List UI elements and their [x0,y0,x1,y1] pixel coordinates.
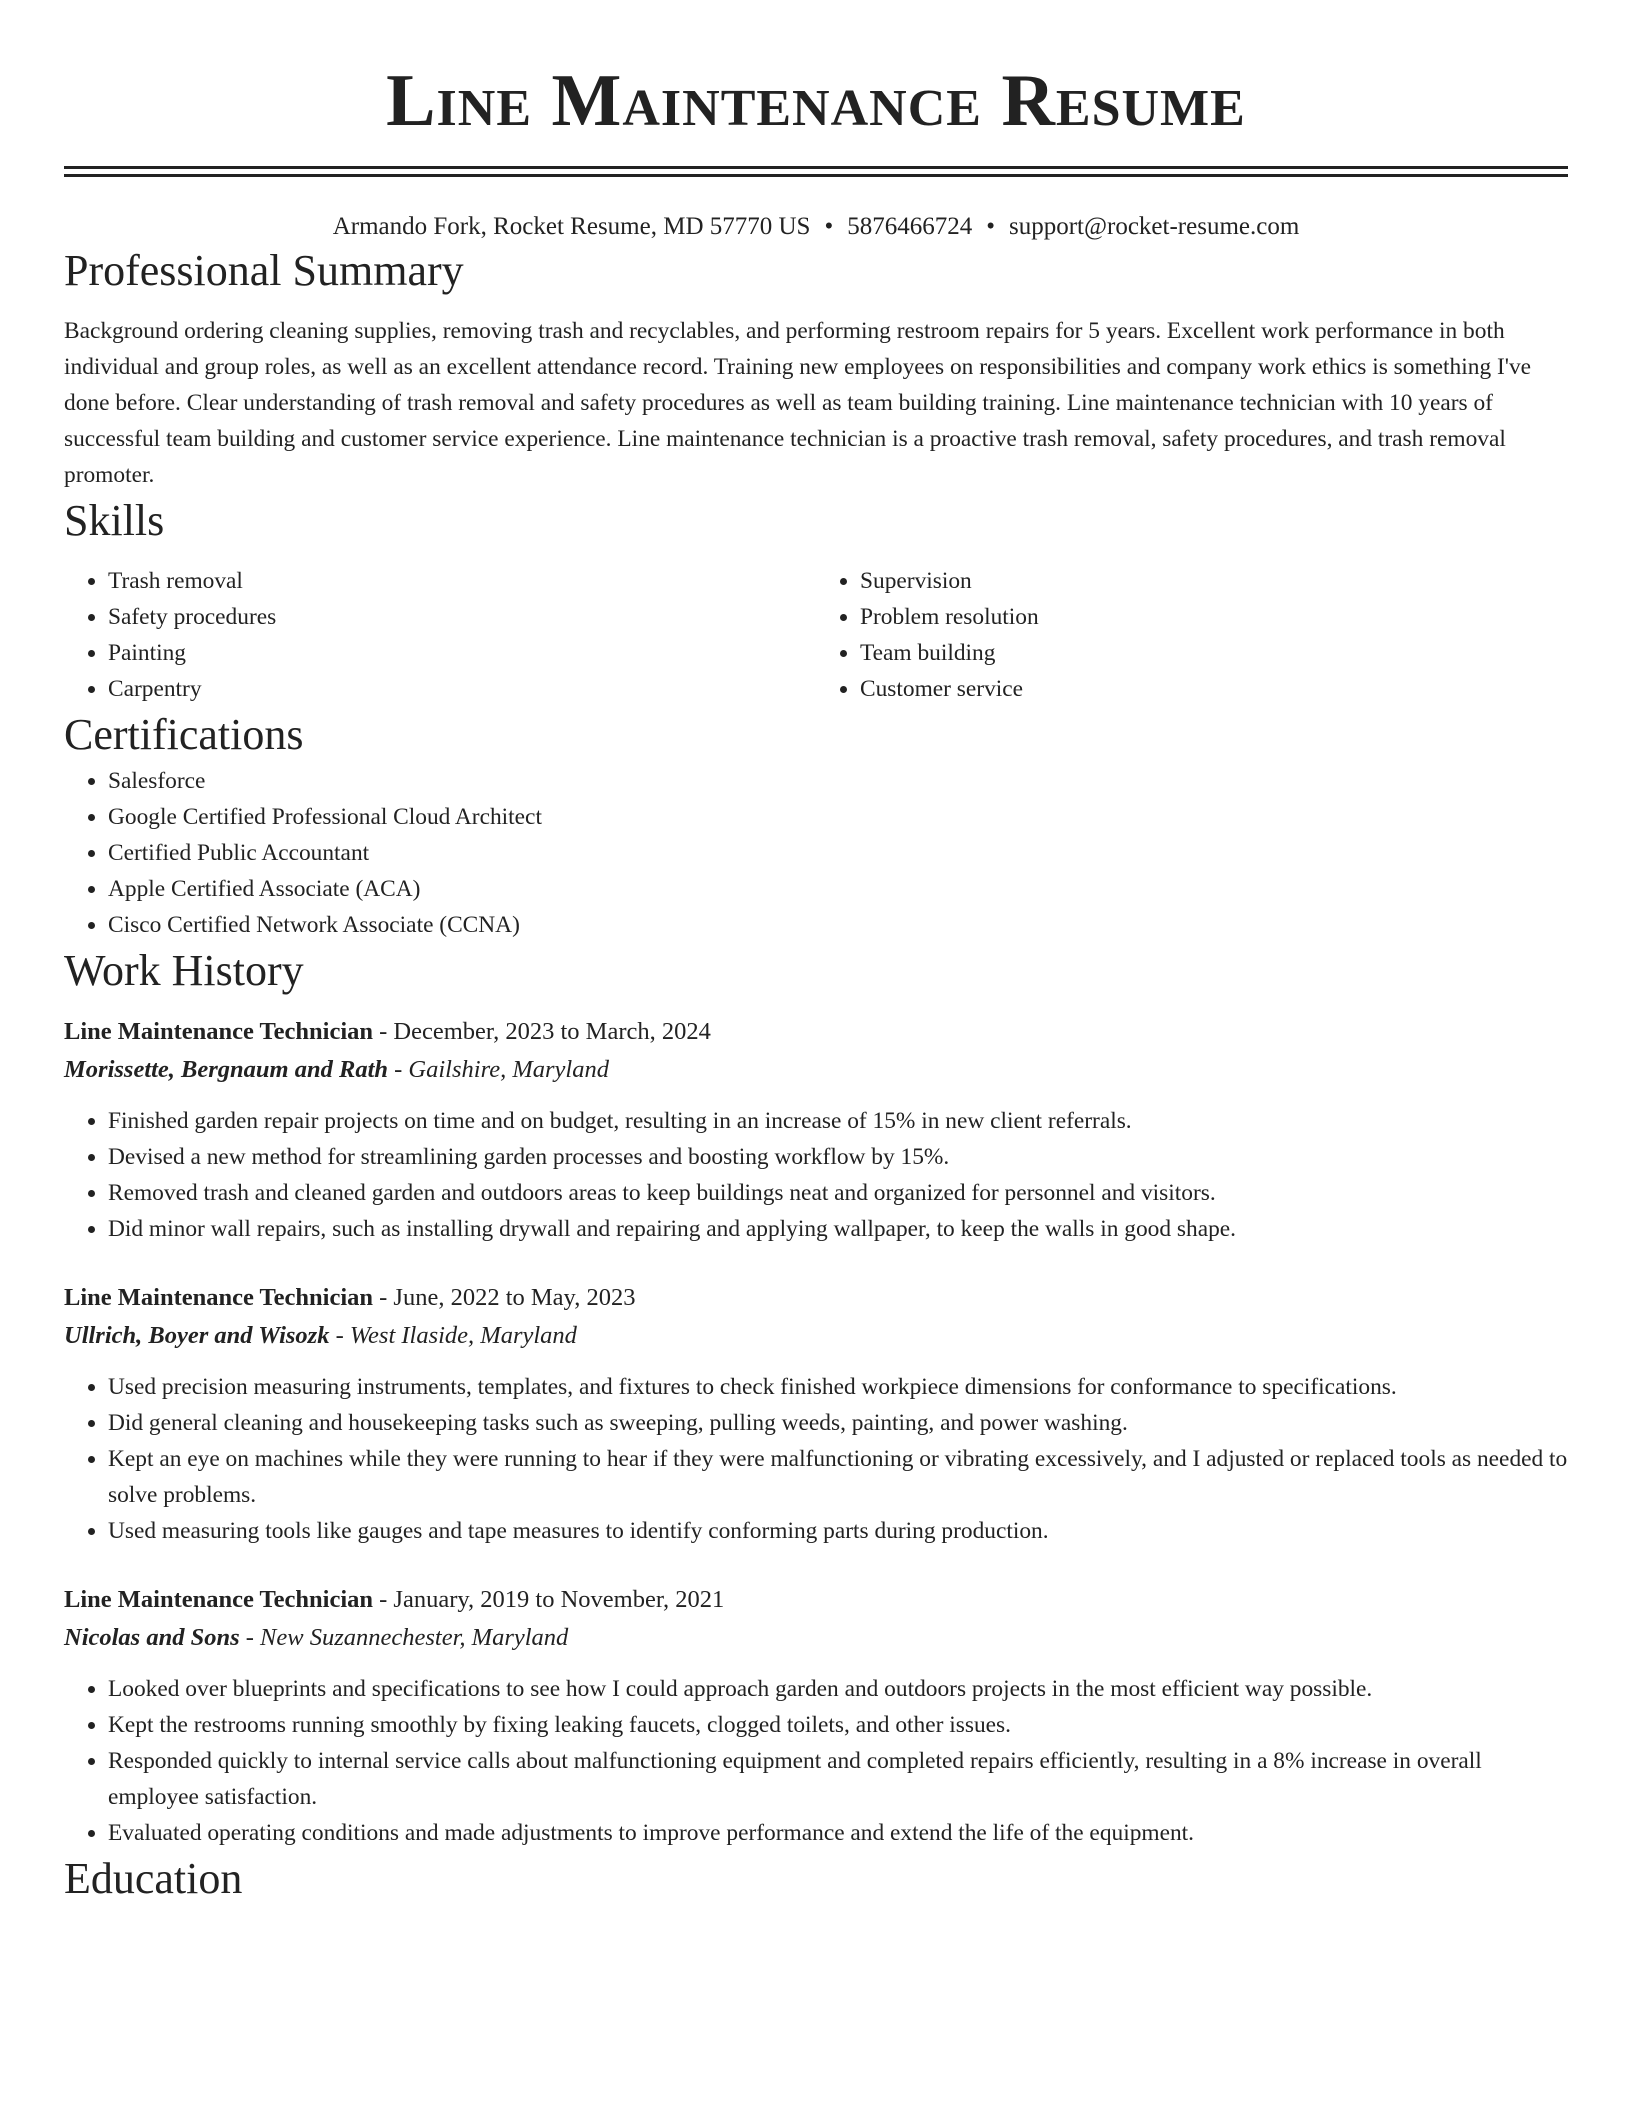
job-bullet: • Evaluated operating conditions and made adjustments to improve performance and extend the life of the equipment. [108,1815,1568,1851]
job-company: Ullrich, Boyer and Wisozk [64,1322,330,1349]
job-entry [64,1581,1568,1851]
job-dates: - December, 2023 to March, 2024 [373,1018,711,1045]
skill-item: • Trash removal [108,563,816,599]
education-heading: Education [64,1854,243,1903]
skill-item: • Painting [108,635,816,671]
certification-item: • Certified Public Accountant [108,835,1568,871]
job-company-line [64,1051,1568,1089]
certification-item: • Salesforce [108,763,1568,799]
job-bullet: • Did minor wall repairs, such as installing drywall and repairing and applying wallpaper, to keep the walls in good shape. [108,1211,1568,1247]
job-bullet: • Looked over blueprints and specifications to see how I could approach garden and outdoors projects in the most efficient way possible. [108,1671,1568,1707]
work-history-heading: Work History [64,946,304,995]
title-divider [64,166,1568,177]
resume-title: Line Maintenance Resume [386,60,1246,142]
skill-item: • Team building [860,635,1568,671]
skills-column-left [64,563,816,707]
certifications-heading: Certifications [64,710,304,759]
job-location: - New Suzannechester, Maryland [239,1624,569,1651]
contact-phone: 5876466724 [847,213,973,240]
skills-list [64,563,1568,707]
skill-item: • Supervision [860,563,1568,599]
job-bullet: • Responded quickly to internal service calls about malfunctioning equipment and completed repairs efficiently, resulting in a 8% increase in overall employee satisfaction. [108,1743,1568,1815]
job-bullet: • Kept an eye on machines while they were running to hear if they were malfunctioning or vibrating excessively, and I adjusted or replaced tools as needed to solve problems. [108,1441,1568,1513]
job-dates: - January, 2019 to November, 2021 [373,1586,725,1613]
job-location: - West Ilaside, Maryland [329,1322,577,1349]
job-bullet: • Used precision measuring instruments, templates, and fixtures to check finished workpiece dimensions for conformance to specifications. [108,1369,1568,1405]
job-dates: - June, 2022 to May, 2023 [373,1284,636,1311]
contact-separator: • [824,213,834,240]
skills-column-right [816,563,1568,707]
job-location: - Gailshire, Maryland [388,1056,609,1083]
certification-item: • Cisco Certified Network Associate (CCNA) [108,907,1568,943]
summary-heading: Professional Summary [64,246,464,295]
job-header [64,1581,1568,1619]
job-company-line [64,1317,1568,1355]
skill-item: • Carpentry [108,671,816,707]
job-header [64,1013,1568,1051]
job-company-line [64,1619,1568,1657]
job-title: Line Maintenance Technician [64,1586,374,1613]
job-company: Nicolas and Sons [64,1624,240,1651]
resume-page [64,0,1568,1907]
job-header [64,1279,1568,1317]
skill-item: • Safety procedures [108,599,816,635]
skill-item: • Customer service [860,671,1568,707]
job-bullet: • Removed trash and cleaned garden and outdoors areas to keep buildings neat and organized for personnel and visitors. [108,1175,1568,1211]
job-bullets [64,1671,1568,1851]
job-bullets [64,1369,1568,1549]
skills-heading: Skills [64,496,165,545]
contact-separator: • [986,213,995,240]
contact-line [64,211,1568,243]
job-bullet: • Used measuring tools like gauges and tape measures to identify conforming parts during production. [108,1513,1568,1549]
job-bullets [64,1103,1568,1247]
contact-email: support@rocket-resume.com [1008,213,1300,240]
certifications-list [64,763,1568,943]
job-bullet: • Did general cleaning and housekeeping tasks such as sweeping, pulling weeds, painting, and power washing. [108,1405,1568,1441]
job-company: Morissette, Bergnaum and Rath [64,1056,389,1083]
contact-address: Armando Fork, Rocket Resume, MD 57770 US [332,213,811,240]
job-bullet: • Finished garden repair projects on time and on budget, resulting in an increase of 15% in new client referrals. [108,1103,1568,1139]
job-entry [64,1013,1568,1247]
job-entry [64,1279,1568,1549]
summary-text: Background ordering cleaning supplies, removing trash and recyclables, and performing restroom repairs for 5 years. Excellent work performance in both individual and group roles, as well as an excellent attendance record. Training new employees on responsibilities and company work ethics is something I've done before. Clear understanding of trash removal and safety procedures as well as team building training. Line maintenance technician with 10 years of successful team building and customer service experience. Line maintenance technician is a proactive trash removal, safety procedures, and trash removal promoter. [64,318,1532,488]
job-bullet: • Kept the restrooms running smoothly by fixing leaking faucets, clogged toilets, and other issues. [108,1707,1568,1743]
job-bullet: • Devised a new method for streamlining garden processes and boosting workflow by 15%. [108,1139,1568,1175]
job-title: Line Maintenance Technician [64,1018,374,1045]
certification-item: • Google Certified Professional Cloud Architect [108,799,1568,835]
job-title: Line Maintenance Technician [64,1284,374,1311]
certification-item: • Apple Certified Associate (ACA) [108,871,1568,907]
skill-item: • Problem resolution [860,599,1568,635]
